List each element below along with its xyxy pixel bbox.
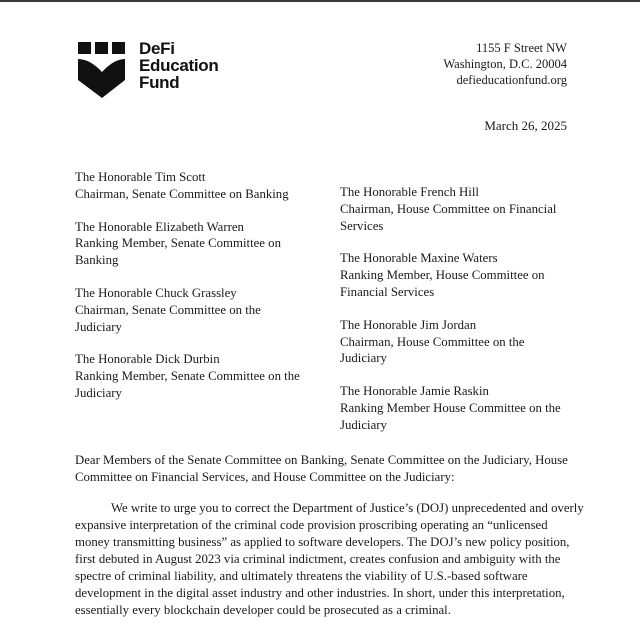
addressee-block [340, 250, 590, 300]
addressee-name: The Honorable Elizabeth Warren [75, 219, 244, 234]
addressees-left-column [75, 169, 325, 418]
address-city: Washington, D.C. 20004 [443, 57, 567, 71]
addressee-title: Chairman, Senate Committee on the Judiciary [75, 302, 261, 334]
body-paragraph: We write to urge you to correct the Department of Justice’s (DOJ) unprecedented and overly expansive interpretation of the criminal code provision proscribing operating an “unlicensed money transmitting business” as applied to software developers. The DOJ’s new policy position, first debuted in August 2023 via criminal indictment, creates confusion and ambiguity with the spectre of criminal liability, and ultimately threatens the viability of U.S.-based software development in the digital asset industry and other industries. In short, under this interpretation, essentially every blockchain developer could be prosecuted as a criminal. [75, 501, 584, 617]
salutation: Dear Members of the Senate Committee on Banking, Senate Committee on the Judiciary, House Committee on Financial Services, and House Committee on the Judiciary: [75, 453, 568, 484]
addressee-block [75, 219, 325, 269]
addressee-block [75, 285, 325, 335]
org-name-line: Education [139, 56, 219, 75]
addressee-name: The Honorable Dick Durbin [75, 352, 220, 367]
addressee-block [75, 169, 325, 203]
addressee-title: Ranking Member, Senate Committee on Banking [75, 236, 281, 268]
letterhead-logo [78, 40, 248, 100]
org-name-line: DeFi [139, 39, 175, 58]
addressee-name: The Honorable Chuck Grassley [75, 285, 237, 300]
organization-name [139, 40, 218, 91]
address-website: defieducationfund.org [456, 73, 567, 87]
addressee-name: The Honorable Tim Scott [75, 170, 206, 184]
addressee-name: The Honorable Maxine Waters [340, 251, 498, 266]
addressee-name: The Honorable French Hill [340, 185, 479, 199]
letter-date: March 26, 2025 [484, 118, 567, 133]
addressees-right-column [340, 184, 590, 450]
addressee-title: Chairman, Senate Committee on Banking [75, 186, 289, 201]
addressee-title: Chairman, House Committee on Financial Services [340, 201, 557, 233]
addressee-block [75, 351, 325, 401]
addressee-title: Ranking Member, Senate Committee on the Judiciary [75, 369, 300, 400]
addressee-block [340, 184, 590, 234]
addressee-block [340, 317, 590, 367]
addressee-name: The Honorable Jamie Raskin [340, 384, 489, 399]
address-street: 1155 F Street NW [476, 41, 567, 55]
addressee-name: The Honorable Jim Jordan [340, 317, 477, 332]
addressee-title: Ranking Member, House Committee on Financial Services [340, 268, 545, 299]
addressee-block [340, 383, 590, 433]
addressee-title: Ranking Member House Committee on the Judiciary [340, 400, 561, 432]
org-name-line: Fund [139, 73, 180, 92]
addressee-title: Chairman, House Committee on the Judiciary [340, 334, 525, 366]
sender-address [443, 40, 567, 88]
top-border [0, 0, 640, 2]
book-with-three-squares-logo-icon [78, 42, 126, 98]
